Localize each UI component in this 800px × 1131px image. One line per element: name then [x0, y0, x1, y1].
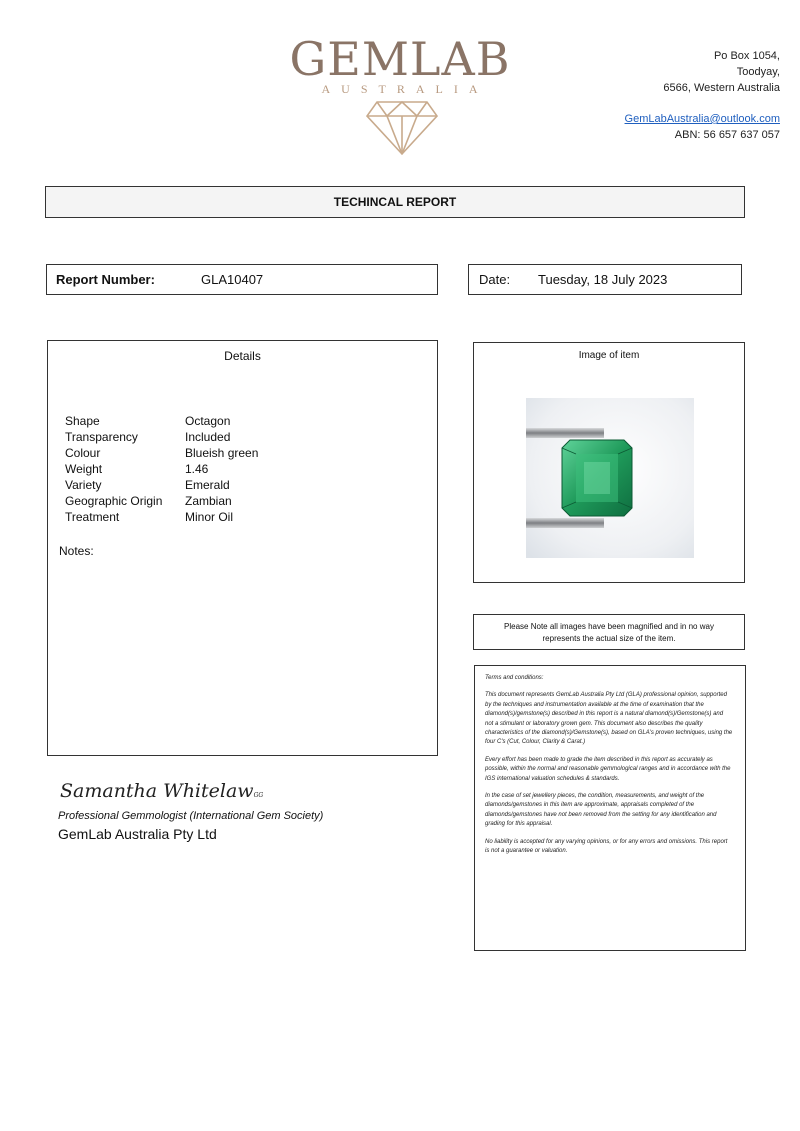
report-title-box — [45, 186, 745, 218]
date-box — [468, 264, 742, 295]
detail-label: Weight — [65, 462, 103, 476]
image-disclaimer-line-1: Please Note all images have been magnified and in no way — [504, 622, 714, 631]
detail-value: Blueish green — [185, 446, 259, 460]
detail-row-transparency — [65, 429, 230, 445]
address-line-2: Toodyay, — [736, 66, 780, 78]
diamond-logo-icon — [365, 98, 439, 156]
terms-heading: Terms and conditions: — [485, 675, 544, 681]
terms-paragraph-4: No liability is accepted for any varying opinions, or for any errors and omissions. This report is not a guarantee or valuation. — [485, 838, 728, 855]
terms-panel — [474, 665, 746, 951]
detail-value: Emerald — [185, 478, 230, 492]
detail-label: Treatment — [65, 510, 120, 524]
details-panel — [47, 340, 438, 756]
date-label: Date: — [479, 272, 511, 287]
signatory-role: Professional Gemmologist (International Gem Society) — [58, 810, 324, 822]
detail-label: Shape — [65, 414, 100, 428]
item-image-title: Image of item — [578, 350, 640, 361]
detail-row-origin — [65, 493, 232, 509]
detail-label: Variety — [65, 478, 102, 492]
abn-text: ABN: 56 657 637 057 — [674, 129, 780, 141]
detail-row-weight — [65, 461, 208, 477]
signatory-suffix: GG — [253, 792, 264, 799]
image-disclaimer-box — [473, 614, 745, 650]
image-disclaimer-line-2: represents the actual size of the item. — [542, 634, 676, 643]
email-link[interactable]: GemLabAustralia@outlook.com — [624, 113, 780, 125]
date-value: Tuesday, 18 July 2023 — [538, 272, 668, 287]
terms-paragraph-2: Every effort has been made to grade the item described in this report as accurately as possible, within the normal and reasonable gemmological ranges and in accordance with the IGS international valuation schedules & standards. — [485, 756, 731, 782]
terms-paragraph-3: In the case of set jewellery pieces, the condition, measurements, and weight of the diamonds/gemstones in this item are approximate, appraisals completed of the diamonds/gemstones have not been removed from the setting for any identification and grading for this appraisal. — [485, 793, 717, 828]
terms-paragraph-1: This document represents GemLab Australia Pty Ltd (GLA) professional opinion, supported by the techniques and instrumentation available at the time of examination that the diamond(s)/gemstone(s) described in this report is a natural diamond(s)/Gemstone(s) and not a stimulant or laboratory grown gem. This document also describes the quality characteristics of the diamond(s)/Gemstone(s), based on GLA's proven techniques, using the four C's (Cut, Colour, Clarity & Carat.) — [485, 692, 733, 746]
report-number-value: GLA10407 — [201, 272, 264, 287]
detail-row-colour — [65, 445, 258, 461]
detail-value: Included — [185, 430, 231, 444]
report-number-box — [46, 264, 438, 295]
item-image-panel — [473, 342, 745, 583]
emerald-gem-image — [526, 398, 694, 558]
address-line-1: Po Box 1054, — [713, 50, 780, 62]
logo-wordmark: GEMLAB — [289, 32, 511, 86]
detail-value: Minor Oil — [185, 510, 234, 524]
signatory-name: Samantha Whitelaw — [60, 780, 254, 802]
detail-row-treatment — [65, 509, 233, 525]
detail-label: Geographic Origin — [65, 494, 163, 508]
detail-label: Transparency — [65, 430, 138, 444]
report-number-label: Report Number: — [56, 272, 155, 287]
signatory-company: GemLab Australia Pty Ltd — [58, 826, 217, 842]
logo-subtitle: AUSTRALIA — [321, 82, 489, 96]
detail-value: 1.46 — [185, 462, 209, 476]
detail-value: Octagon — [185, 414, 231, 428]
detail-label: Colour — [65, 446, 101, 460]
report-title: TECHINCAL REPORT — [333, 195, 457, 209]
detail-row-variety — [65, 477, 230, 493]
address-line-3: 6566, Western Australia — [663, 82, 780, 94]
detail-row-shape — [65, 413, 230, 429]
notes-label: Notes: — [59, 544, 94, 558]
detail-value: Zambian — [185, 494, 232, 508]
details-title: Details — [224, 349, 261, 363]
signature — [60, 780, 263, 802]
company-address — [625, 48, 780, 143]
